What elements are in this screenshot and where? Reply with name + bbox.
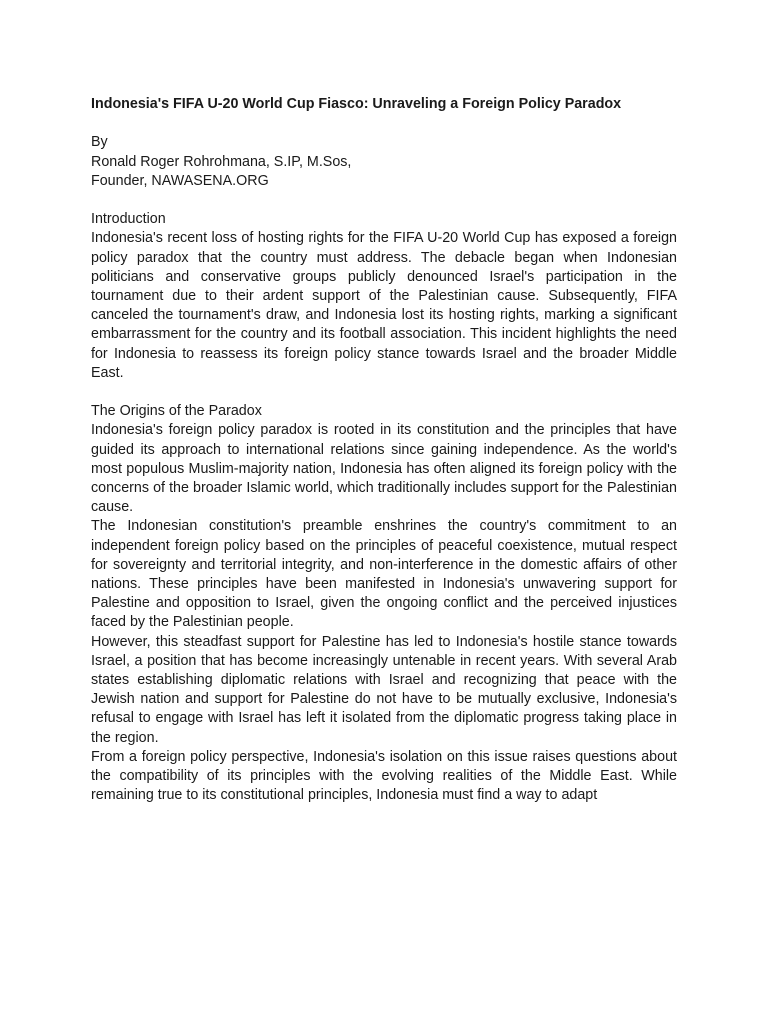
section-heading-introduction: Introduction	[91, 211, 166, 228]
byline	[91, 133, 677, 191]
paragraph: Indonesia's foreign policy paradox is rooted in its constitution and the principles that have guided its approach to international relations since gaining independence. As the world's most populous Muslim-majority nation, Indonesia has often aligned its foreign policy with the concerns of the broader Islamic world, which traditionally includes support for the Palestinian cause.	[91, 422, 677, 516]
section-heading-origins: The Origins of the Paradox	[91, 403, 262, 420]
paragraph: However, this steadfast support for Palestine has led to Indonesia's hostile stance towards Israel, a position that has become increasingly untenable in recent years. With several Arab states establishing diplomatic relations with Israel and recognizing that peace with the Jewish nation and support for Palestine do not have to be mutually exclusive, Indonesia's refusal to engage with Israel has left it isolated from the diplomatic progress taking place in the region.	[91, 633, 677, 746]
byline-role: Founder, NAWASENA.ORG	[91, 172, 269, 189]
byline-by: By	[91, 134, 108, 151]
paragraph: Indonesia's recent loss of hosting rights for the FIFA U-20 World Cup has exposed a foreign policy paradox that the country must address. The debacle began when Indonesian politicians and conservative groups publicly denounced Israel's participation in the tournament due to their ardent support of the Palestinian cause. Subsequently, FIFA canceled the tournament's draw, and Indonesia lost its hosting rights, marking a significant embarrassment for the country and its football association. This incident highlights the need for Indonesia to reassess its foreign policy stance towards Israel and the broader Middle East.	[91, 230, 677, 381]
document-page	[91, 95, 677, 805]
paragraph: The Indonesian constitution's preamble enshrines the country's commitment to an independent foreign policy based on the principles of peaceful coexistence, mutual respect for sovereignty and territorial integrity, and non-interference in the domestic affairs of other nations. These principles have been manifested in Indonesia's unwavering support for Palestine and opposition to Israel, given the ongoing conflict and the perceived injustices faced by the Palestinian people.	[91, 518, 677, 631]
paragraph: From a foreign policy perspective, Indonesia's isolation on this issue raises questions about the compatibility of its principles with the evolving realities of the Middle East. While remaining true to its constitutional principles, Indonesia must find a way to adapt	[91, 748, 677, 804]
document-title: Indonesia's FIFA U-20 World Cup Fiasco: Unraveling a Foreign Policy Paradox	[91, 96, 622, 112]
byline-author: Ronald Roger Rohrohmana, S.IP, M.Sos,	[91, 153, 352, 170]
